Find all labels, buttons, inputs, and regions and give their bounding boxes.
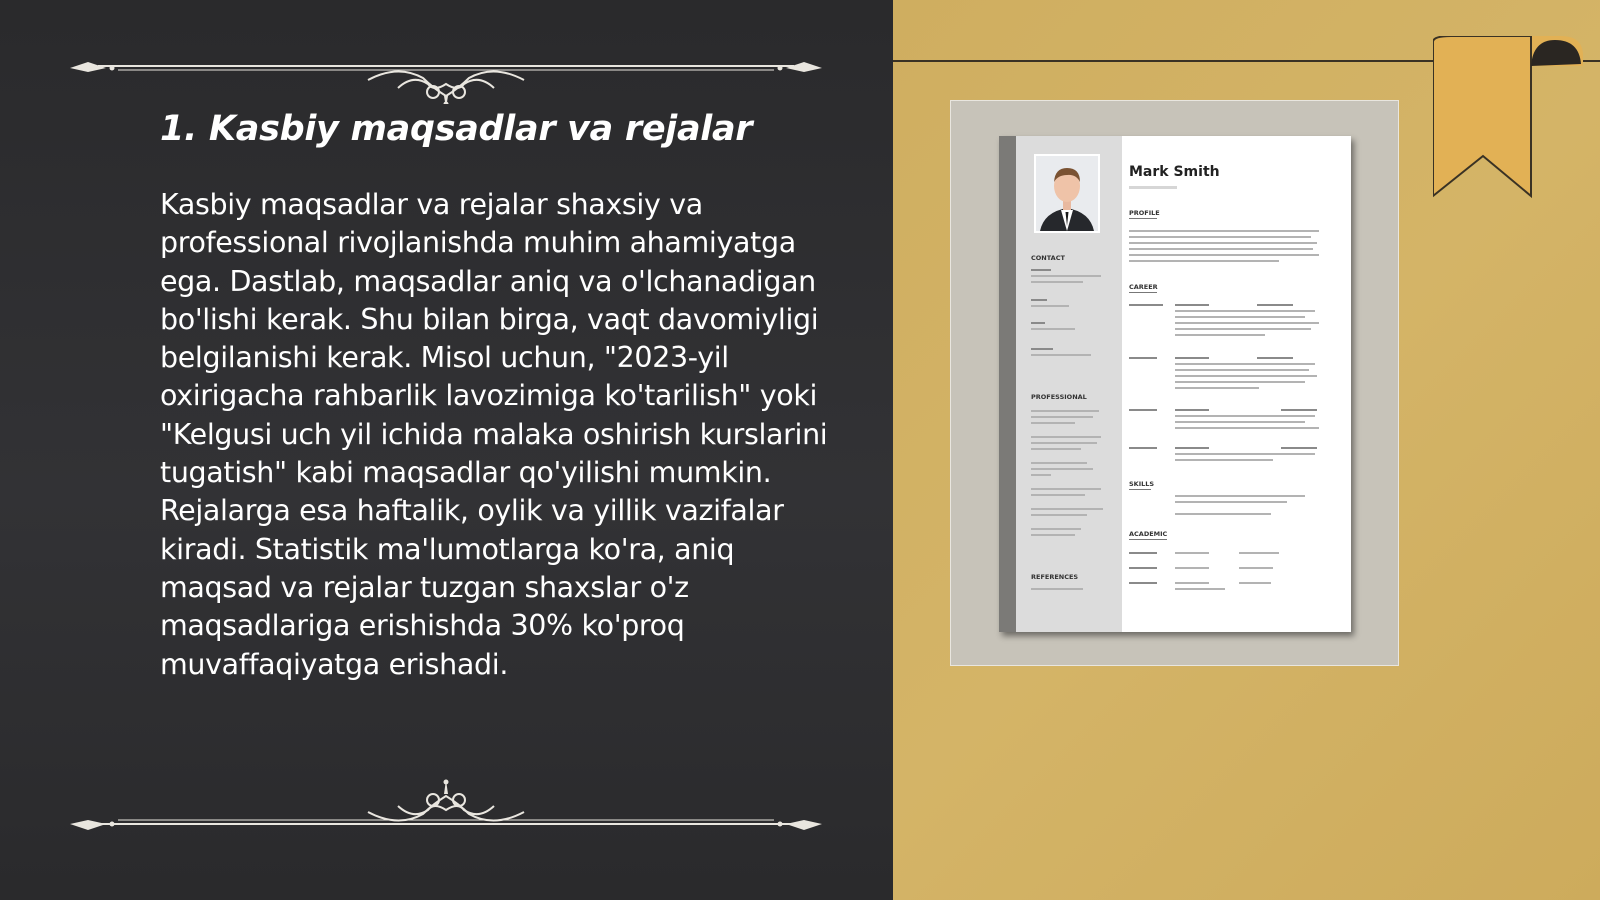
slide-body-text: Kasbiy maqsadlar va rejalar shaxsiy va professional rivojlanishda muhim ahamiyatga ega. Dastlab, maqsadlar aniq va o'lchanadigan bo'lishi kerak. Shu bilan birga, vaqt davomiyligi belgilanishi kerak. Misol uchun, "2023-yil oxirigacha rahbarlik lavozimiga ko'tarilish" yoki "Kelgusi uch yil ichida malaka oshirish kurslarini tugatish" kabi maqsadlar qo'yilishi mumkin. Rejalarga esa haftalik, oylik va yillik vazifalar kiradi. Statistik ma'lumotlarga ko'ra, aniq maqsad va rejalar tuzgan shaxslar o'z maqsadlariga erishishda 30% ko'proq muvaffaqiyatga erishadi. <box>160 188 828 681</box>
ornament-divider-top <box>68 44 824 104</box>
ornament-divider-bottom <box>68 770 824 830</box>
resume-name: Mark Smith <box>1129 164 1220 180</box>
resume-section-contact: CONTACT <box>1031 254 1065 262</box>
resume-image <box>999 136 1351 632</box>
slide-title: 1. Kasbiy maqsadlar va rejalar <box>160 109 753 149</box>
resume-picture-frame <box>950 100 1399 666</box>
bookmark-icon <box>1433 36 1583 201</box>
resume-section-professional: PROFESSIONAL <box>1031 393 1087 401</box>
portrait-photo <box>1034 154 1100 233</box>
image-panel <box>893 0 1600 900</box>
resume-section-references: REFERENCES <box>1031 573 1079 581</box>
resume-section-skills: SKILLS <box>1129 480 1155 488</box>
resume-section-career: CAREER <box>1129 283 1158 291</box>
resume-section-profile: PROFILE <box>1129 209 1160 217</box>
resume-section-academic: ACADEMIC <box>1129 530 1168 538</box>
